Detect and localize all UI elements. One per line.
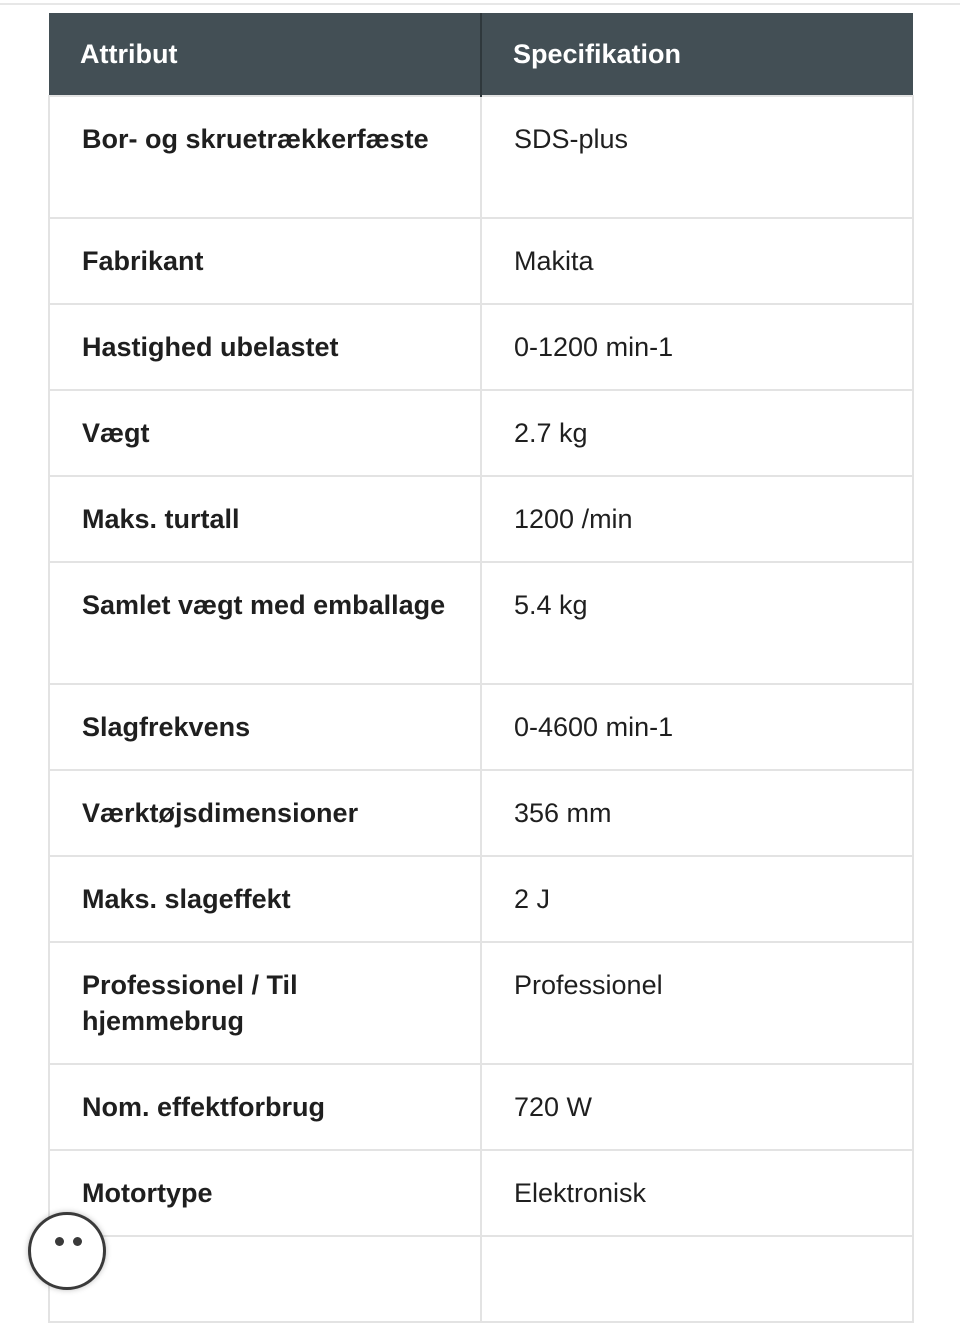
attribute-cell: Værktøjsdimensioner (49, 770, 481, 856)
value-cell: Professionel (481, 942, 913, 1064)
table-row (49, 1150, 913, 1236)
attribute-cell: Professionel / Til hjemmebrug (49, 942, 481, 1064)
value-cell (481, 1236, 913, 1322)
value-cell: 356 mm (481, 770, 913, 856)
smiley-eye-left (55, 1237, 64, 1246)
table-row (49, 684, 913, 770)
table-header-row (49, 13, 913, 96)
specification-table (48, 13, 914, 1323)
column-header-specification: Specifikation (481, 13, 913, 96)
table-row (49, 390, 913, 476)
value-cell: 1200 /min (481, 476, 913, 562)
table-row (49, 856, 913, 942)
value-cell: 0-1200 min-1 (481, 304, 913, 390)
attribute-cell: Samlet vægt med emballage (49, 562, 481, 684)
value-cell: 5.4 kg (481, 562, 913, 684)
value-cell: SDS-plus (481, 96, 913, 218)
attribute-cell (49, 1236, 481, 1322)
value-cell: 0-4600 min-1 (481, 684, 913, 770)
attribute-cell: Nom. effektforbrug (49, 1064, 481, 1150)
smiley-eye-right (73, 1237, 82, 1246)
top-divider (0, 3, 960, 5)
column-header-attribute: Attribut (49, 13, 481, 96)
attribute-cell: Hastighed ubelastet (49, 304, 481, 390)
table-row (49, 562, 913, 684)
attribute-cell: Maks. slageffekt (49, 856, 481, 942)
table-row (49, 304, 913, 390)
table-row (49, 1236, 913, 1322)
value-cell: Makita (481, 218, 913, 304)
table-row (49, 770, 913, 856)
value-cell: 2.7 kg (481, 390, 913, 476)
attribute-cell: Slagfrekvens (49, 684, 481, 770)
attribute-cell: Maks. turtall (49, 476, 481, 562)
attribute-cell: Bor- og skruetrækkerfæste (49, 96, 481, 218)
smiley-icon[interactable] (28, 1212, 106, 1290)
attribute-cell: Fabrikant (49, 218, 481, 304)
table-row (49, 96, 913, 218)
table-row (49, 218, 913, 304)
value-cell: 2 J (481, 856, 913, 942)
attribute-cell: Vægt (49, 390, 481, 476)
table-row (49, 942, 913, 1064)
value-cell: 720 W (481, 1064, 913, 1150)
attribute-cell: Motortype (49, 1150, 481, 1236)
table-row (49, 1064, 913, 1150)
table-row (49, 476, 913, 562)
value-cell: Elektronisk (481, 1150, 913, 1236)
